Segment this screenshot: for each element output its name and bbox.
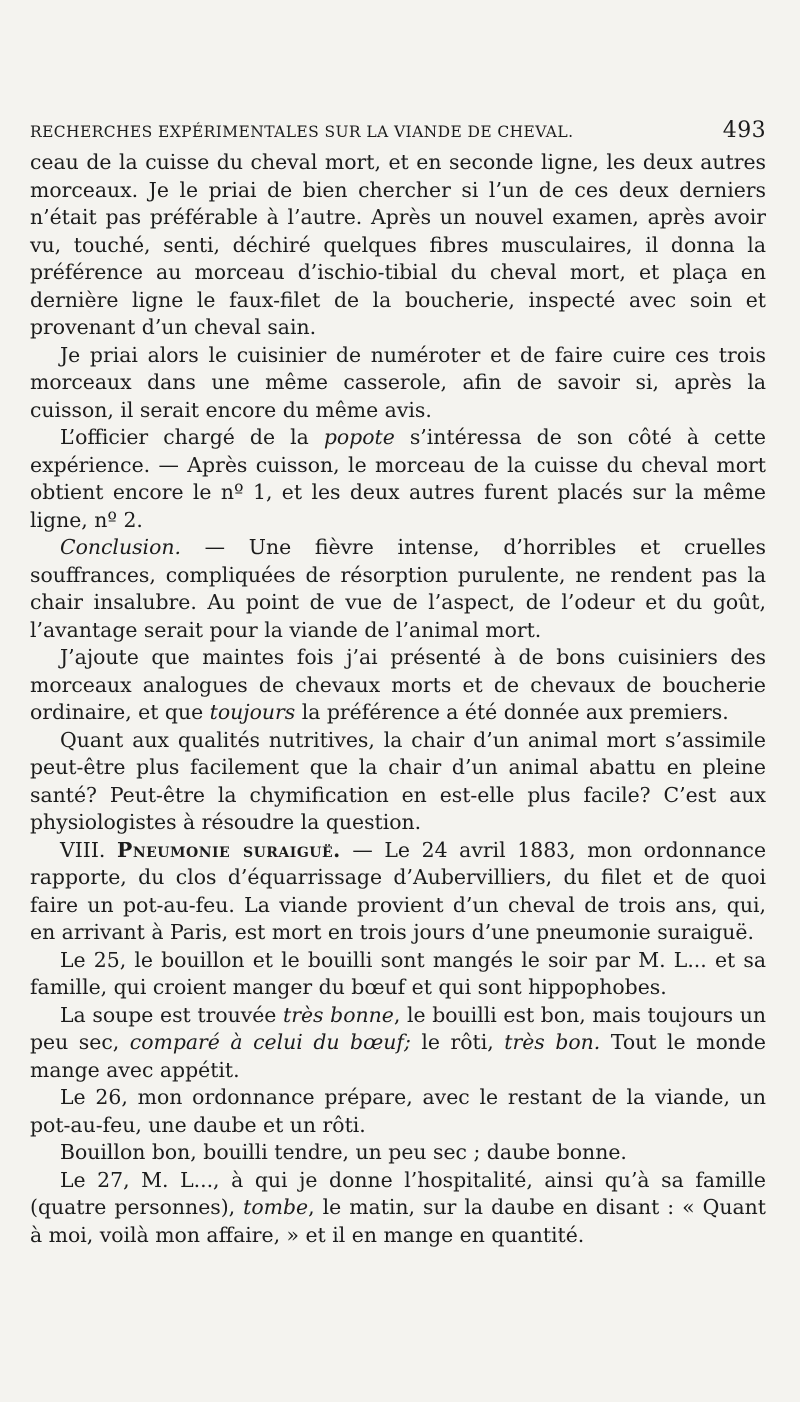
text-run: J’ajoute que maintes fois j’ai présenté à de bons cuisiniers des morceaux analogues de chevaux morts et de chevaux de boucherie ordinaire, et que	[30, 645, 766, 724]
paragraph: ceau de la cuisse du cheval mort, et en seconde ligne, les deux autres morceaux. Je le priai de bien chercher si l’un de ces deux derniers n’était pas préférable à l’autre. Après un nouvel examen, après avoir vu, touché, senti, déchiré quelques fibres musculaires, il donna la préférence au morceau d’ischio-tibial du cheval mort, et plaça en dernière ligne le faux-filet de la boucherie, inspecté avec soin et provenant d’un cheval sain.	[30, 150, 766, 339]
italic-run: comparé à celui du bœuf;	[129, 1030, 411, 1054]
paragraph: Quant aux qualités nutritives, la chair d’un animal mort s’assimile peut-être plus facilement que la chair d’un animal abattu en pleine santé? Peut-être la chymification en est-elle plus facile? C’est aux physiologistes à résoudre la question.	[30, 727, 766, 834]
paragraph	[30, 644, 766, 727]
text-run: — Le 24 avril 1883, mon ordonnance rapporte, du clos d’équarrissage d’Aubervilliers, du filet et de quoi faire un pot-au-feu. La viande provient d’un cheval de trois ans, qui, en arrivant à Paris, est mort en trois jours d’une pneumonie suraiguë.	[30, 837, 767, 944]
italic-run: très bonne	[283, 1002, 394, 1027]
book-page	[30, 118, 766, 1249]
paragraph	[30, 534, 766, 644]
paragraph: Le 26, mon ordonnance prépare, avec le restant de la viande, un pot-au-feu, une daube et un rôti.	[30, 1085, 766, 1137]
text-run: la préférence a été donnée aux premiers.	[295, 700, 729, 724]
text-run: Le 27, M. L..., à qui je donne l’hospitalité, ainsi qu’à sa famille (quatre personnes),	[30, 1167, 766, 1219]
paragraph: Je priai alors le cuisinier de numéroter et de faire cuire ces trois morceaux dans une même casserole, afin de savoir si, après la cuisson, il serait encore du même avis.	[30, 342, 766, 422]
text-run: L’officier chargé de la	[60, 425, 324, 449]
text-run: , le matin, sur la daube en disant : « Quant à moi, voilà mon affaire, » et il en mange en quantité.	[30, 1195, 766, 1247]
italic-run: popote	[323, 425, 395, 449]
text-run: — Une fièvre intense, d’horribles et cruelles souffrances, compliquées de résorption purulente, ne rendent pas la chair insalubre. Au point de vue de l’aspect, de l’odeur et du goût, l’avantage serait pour la viande de l’animal mort.	[30, 535, 766, 642]
paragraph: Bouillon bon, bouilli tendre, un peu sec ; daube bonne.	[60, 1140, 627, 1164]
text-run: s’intéressa de son côté à cette expérience. — Après cuisson, le morceau de la cuisse du cheval mort obtient encore le nº 1, et les deux autres furent placés sur la même ligne, nº 2.	[30, 425, 766, 532]
text-run: , le bouilli est bon, mais toujours un peu sec,	[30, 1002, 766, 1054]
italic-run: toujours	[209, 700, 296, 724]
paragraph	[30, 837, 766, 947]
page-number: 493	[722, 118, 766, 143]
running-header	[30, 118, 766, 143]
text-run: le rôti,	[410, 1030, 505, 1054]
italic-run: très bon.	[504, 1030, 601, 1054]
paragraph	[30, 424, 766, 534]
text-run: La soupe est trouvée	[60, 1002, 284, 1027]
section-number: VIII.	[60, 837, 117, 862]
body-text	[30, 149, 766, 1249]
italic-run: Conclusion.	[60, 535, 181, 559]
running-title: RECHERCHES EXPÉRIMENTALES SUR LA VIANDE DE CHEVAL.	[30, 123, 574, 141]
italic-run: tombe	[243, 1195, 309, 1219]
paragraph	[30, 1002, 766, 1085]
paragraph: Le 25, le bouillon et le bouilli sont mangés le soir par M. L... et sa famille, qui croient manger du bœuf et qui sont hippophobes.	[30, 947, 766, 999]
text-run: Tout le monde mange avec appétit.	[30, 1030, 766, 1082]
section-heading: Pneumonie suraiguë.	[117, 837, 341, 862]
paragraph	[30, 1167, 766, 1250]
